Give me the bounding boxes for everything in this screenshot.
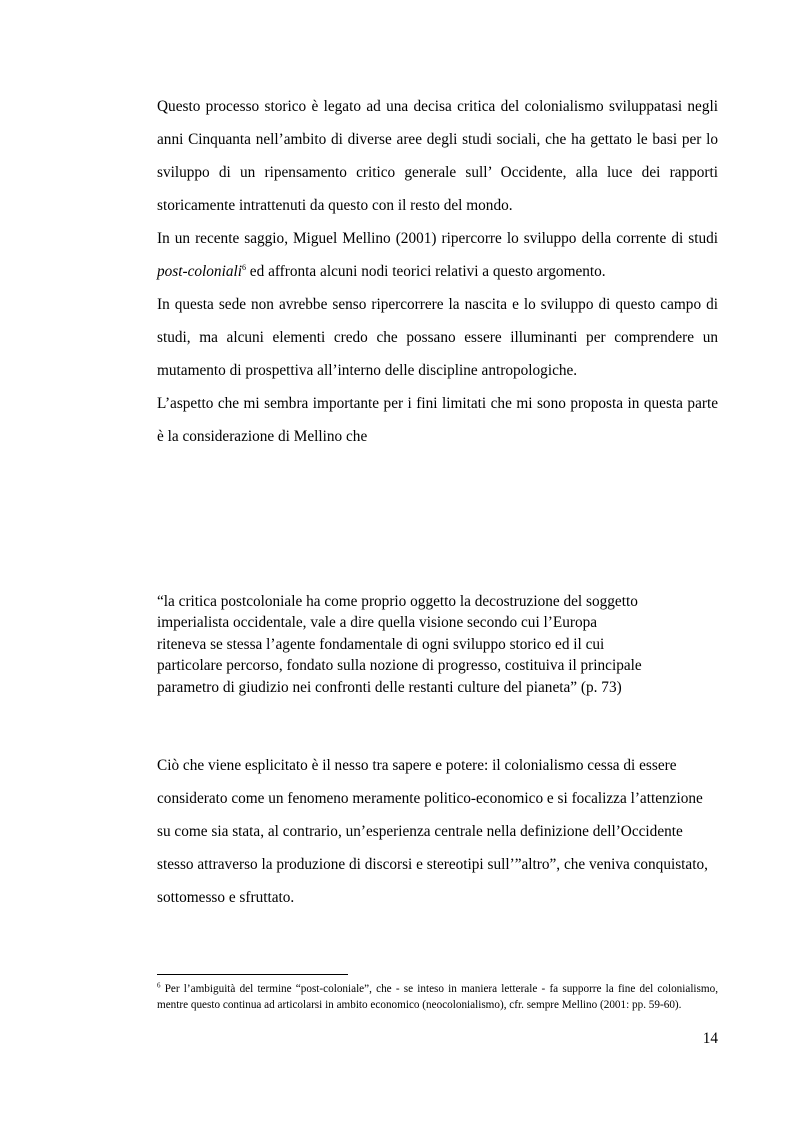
paragraph-2: [157, 222, 718, 288]
quote-line: imperialista occidentale, vale a dire quella visione secondo cui l’Europa: [157, 614, 598, 632]
quote-line: particolare percorso, fondato sulla nozione di progresso, costituiva il principale: [157, 657, 642, 675]
body-text-upper: [157, 90, 718, 453]
footnote: [157, 982, 718, 1013]
quote-line: riteneva se stessa l’agente fondamentale di ogni sviluppo storico ed il cui: [157, 635, 605, 653]
footnote-separator: [157, 974, 348, 975]
post-coloniali-emphasis: post-coloniali: [157, 263, 242, 280]
quote-line: parametro di giudizio nei confronti delle restanti culture del pianeta” (p. 73): [157, 678, 622, 696]
paragraph-5: Ciò che viene esplicitato è il nesso tra sapere e potere: il colonialismo cessa di essere considerato come un fenomeno meramente politico-economico e si focalizza l’attenzione su come sia stata, al contrario, un’esperienza centrale nella definizione dell’Occidente stesso attraverso la produzione di discorsi e stereotipi sull’”altro”, che veniva conquistato, sottomesso e sfruttato.: [157, 757, 708, 906]
paragraph-1: Questo processo storico è legato ad una decisa critica del colonialismo sviluppatasi negli anni Cinquanta nell’ambito di diverse aree degli studi sociali, che ha gettato le basi per lo sviluppo di un ripensamento critico generale sull’ Occidente, alla luce dei rapporti storicamente intrattenuti da questo con il resto del mondo.: [157, 98, 718, 214]
body-text-lower: [157, 749, 718, 914]
paragraph-3: In questa sede non avrebbe senso ripercorrere la nascita e lo sviluppo di questo campo di studi, ma alcuni elementi credo che possano essere illuminanti per comprendere un mutamento di prospettiva all’interno delle discipline antropologiche.: [157, 296, 718, 379]
paragraph-2-before: In un recente saggio, Miguel Mellino (2001) ripercorre lo sviluppo della corrente di studi: [157, 230, 718, 247]
page-number: 14: [702, 1030, 718, 1047]
footnote-text: Per l’ambiguità del termine “post-coloniale”, che - se inteso in maniera letterale - fa supporre la fine del colonialismo, mentre questo continua ad articolarsi in ambito economico (neocolonialismo), cfr. sempre Mellino (2001: pp. 59-60).: [157, 983, 718, 1011]
paragraph-4: L’aspetto che mi sembra importante per i fini limitati che mi sono proposta in questa parte è la considerazione di Mellino che: [157, 395, 718, 445]
paragraph-2-after: ed affronta alcuni nodi teorici relativi a questo argomento.: [245, 263, 606, 280]
quote-line: “la critica postcoloniale ha come proprio oggetto la decostruzione del soggetto: [157, 593, 638, 610]
footnote-reference[interactable]: 6: [241, 262, 246, 272]
block-quote: [157, 591, 718, 698]
footnote-number: 6: [157, 981, 161, 990]
